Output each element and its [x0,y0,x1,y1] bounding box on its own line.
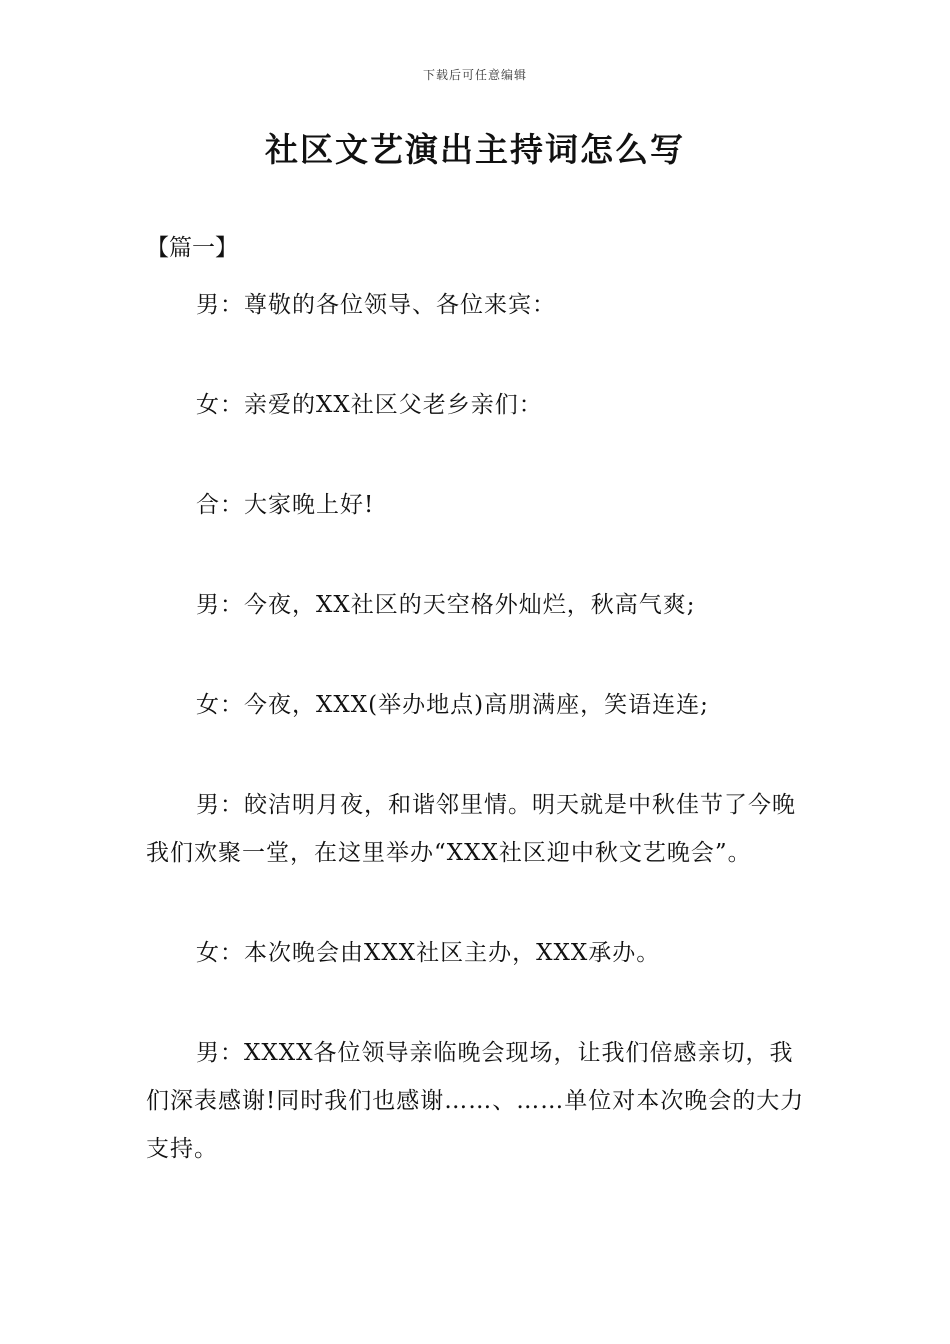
document-title: 社区文艺演出主持词怎么写 [265,130,685,169]
paragraph: 男：今夜，XX社区的天空格外灿烂，秋高气爽; [196,592,696,618]
paragraph: 女：今夜，XXX(举办地点)高朋满座，笑语连连; [196,692,709,718]
document-body [146,281,806,1225]
section-label: 【篇一】 [146,235,238,261]
paragraph: 男：皎洁明月夜，和谐邻里情。明天就是中秋佳节了今晚我们欢聚一堂，在这里举办“XXX社区迎中秋文艺晚会”。 [146,792,796,866]
paragraph: 男：XXXX各位领导亲临晚会现场，让我们倍感亲切，我们深表感谢!同时我们也感谢……、……单位对本次晚会的大力支持。 [146,1040,805,1162]
page-header-note: 下载后可任意编辑 [422,68,527,82]
paragraph: 合：大家晚上好! [196,492,375,518]
paragraph: 女：本次晚会由XXX社区主办，XXX承办。 [196,940,661,966]
paragraph: 女：亲爱的XX社区父老乡亲们： [196,392,543,418]
paragraph: 男：尊敬的各位领导、各位来宾： [196,292,556,318]
